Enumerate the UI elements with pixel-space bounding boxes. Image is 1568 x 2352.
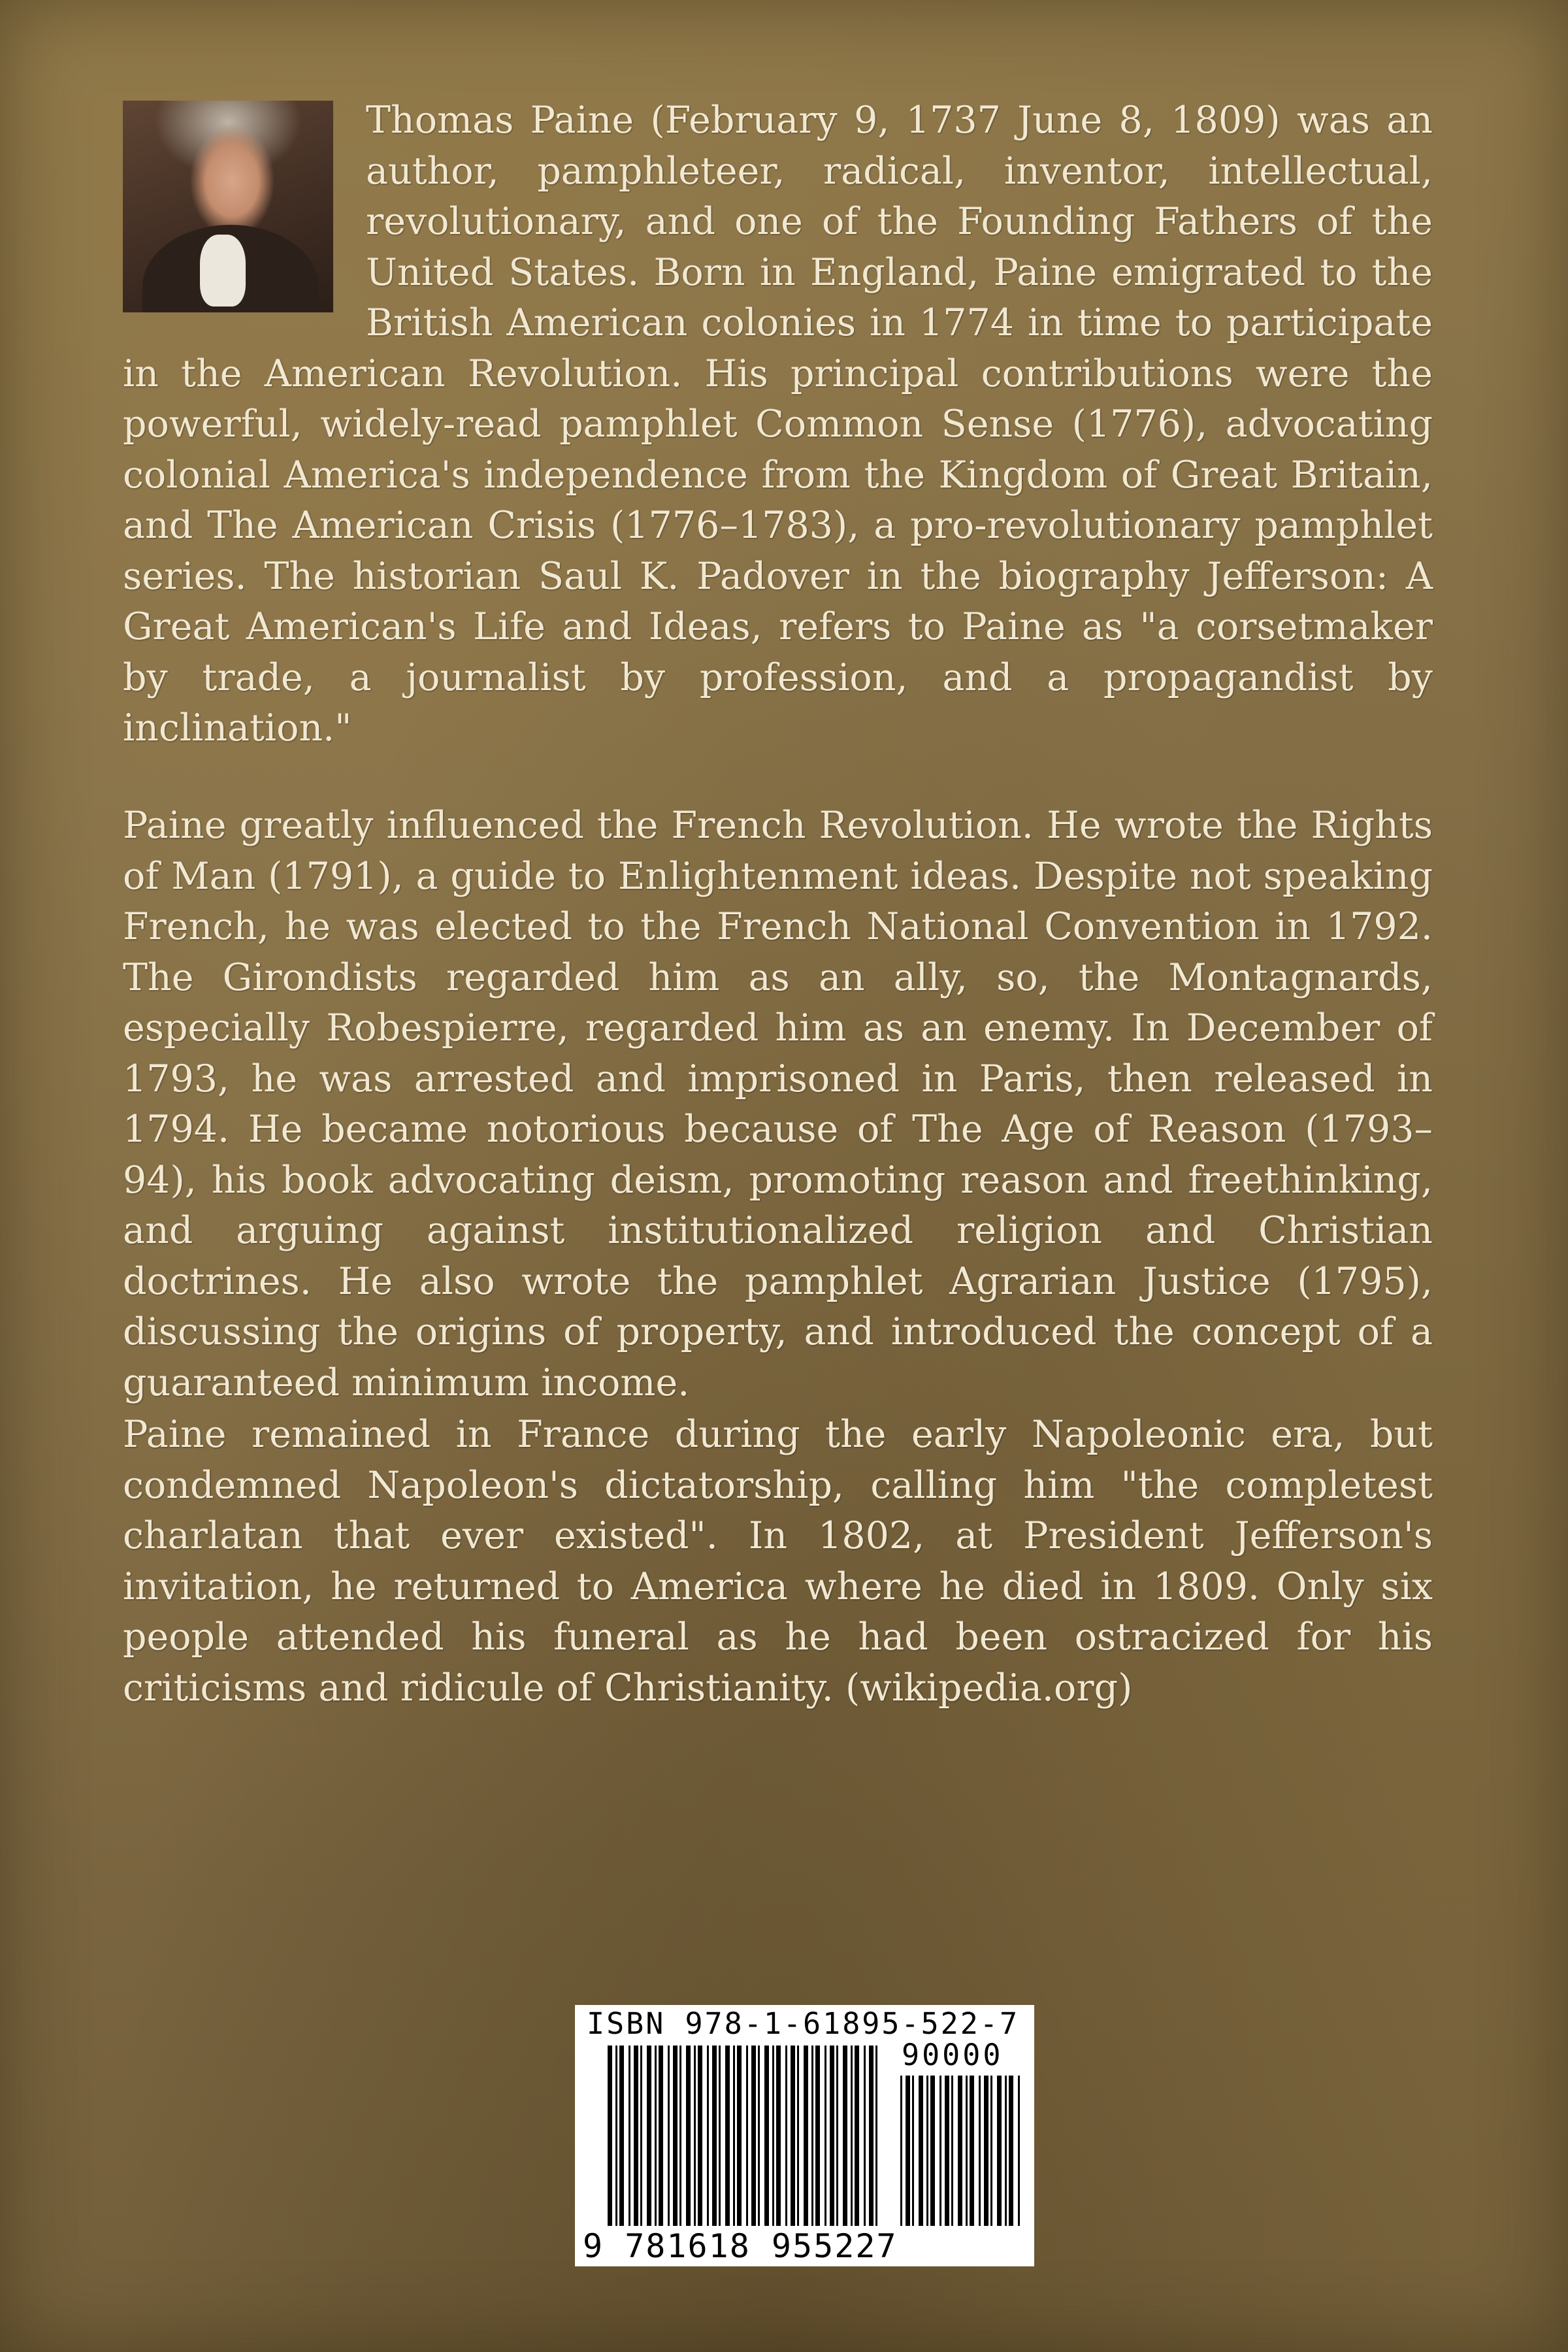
barcode-bar (772, 2046, 774, 2226)
barcode-bar (719, 2046, 721, 2226)
barcode-bar (855, 2046, 859, 2226)
barcode-bar (990, 2076, 992, 2226)
barcode-bar (608, 2046, 612, 2226)
barcode-bar (851, 2046, 853, 2226)
barcode-bar (686, 2046, 691, 2226)
barcode-bar (875, 2046, 877, 2226)
barcode-bar (930, 2076, 935, 2226)
barcode-bar (815, 2046, 820, 2226)
barcode-bar (919, 2076, 923, 2226)
barcode-bar (1005, 2076, 1007, 2226)
barcode-bar (864, 2046, 866, 2226)
barcode-number: 9 781618 955227 (583, 2227, 898, 2265)
barcode-bar (737, 2046, 742, 2226)
bio-paragraph-3-text: Paine remained in France during the early Napoleonic era, but condemned Napoleon's dictatorship, calling him "the completest charlatan that ever existed". In 1802, at President Jefferson's invitation, he returned to America where he died in 1809. Only six people attended his funeral as he had been ostracized for his criticisms and ridicule of Christianity. (wikipedia.org) (123, 1413, 1433, 1710)
barcode-bar (698, 2046, 702, 2226)
barcode-bar (640, 2046, 642, 2226)
barcode-bar (830, 2046, 834, 2226)
barcode-bar (926, 2076, 928, 2226)
barcode-bar (615, 2046, 617, 2226)
barcode-bar (707, 2046, 709, 2226)
barcode-bar (912, 2076, 914, 2226)
barcode-bar (629, 2046, 630, 2226)
barcode-bar (791, 2046, 795, 2226)
barcode-bar (655, 2046, 657, 2226)
barcode-bar (1018, 2076, 1020, 2226)
barcode-bar (984, 2076, 988, 2226)
barcode-bar (979, 2076, 981, 2226)
portrait-cravat (200, 235, 246, 306)
barcode-bar (659, 2046, 663, 2226)
barcode-bar (776, 2046, 781, 2226)
barcode-bar (797, 2046, 799, 2226)
barcode-bar (825, 2046, 826, 2226)
barcode-bar (906, 2076, 910, 2226)
barcode-bar (764, 2046, 769, 2226)
barcode-bar (1009, 2076, 1013, 2226)
barcode-bar (945, 2076, 949, 2226)
barcode-bar (668, 2046, 670, 2226)
barcode-bar (679, 2046, 681, 2226)
bio-paragraph-2-text: Paine greatly influenced the French Revolution. He wrote the Rights of Man (1791), a guide to Enlightenment ideas. Despite not speaking French, he was elected to the French National Convention in 1792. The Girondists regarded him as an ally, so, the Montagnards, especially Robespierre, regarded him as an enemy. In December of 1793, he was arrested and imprisoned in Paris, then released in 1794. He became notorious because of The Age of Reason (1793–94), his book advocating deism, promoting reason and freethinking, and arguing against institutionalized religion and Christian doctrines. He also wrote the pamphlet Agrarian Justice (1795), discussing the origins of property, and introduced the concept of a guaranteed minimum income. (123, 804, 1433, 1404)
barcode-bar (958, 2076, 962, 2226)
price-addon: 90000 (902, 2038, 1004, 2072)
barcode-bar (997, 2076, 1002, 2226)
bio-paragraph-1-text: Thomas Paine (February 9, 1737 June 8, 1809) was an author, pamphleteer, radical, inventor, intellectual, revolutionary, and one of the Founding Fathers of the United States. Born in England, Paine emigrated to the British American colonies in 1774 in time to participate in the American Revolution. His principal contributions were the powerful, widely-read pamphlet Common Sense (1776), advocating colonial America's independence from the Kingdom of Great Britain, and The American Crisis (1776–1783), a pro-revolutionary pamphlet series. The historian Saul K. Padover in the biography Jefferson: A Great American's Life and Ideas, refers to Paine as "a corsetmaker by trade, a journalist by profession, and a propagandist by inclination." (123, 99, 1433, 750)
barcode-bar (843, 2046, 847, 2226)
barcode-bar (647, 2046, 651, 2226)
barcode-bar (619, 2046, 624, 2226)
author-portrait (123, 101, 333, 312)
barcode-bar (804, 2046, 808, 2226)
barcode-bar (694, 2046, 696, 2226)
barcode-bar (758, 2046, 760, 2226)
barcode-bar (836, 2046, 838, 2226)
bio-paragraph-3 (123, 1410, 1433, 1714)
barcode-bar (746, 2046, 748, 2226)
barcode-bar (785, 2046, 787, 2226)
barcode-bar (811, 2046, 813, 2226)
barcode-bar (673, 2046, 678, 2226)
barcode-bar (751, 2046, 756, 2226)
barcode-bar (869, 2046, 874, 2226)
barcode-bar (939, 2076, 941, 2226)
barcode-bar (900, 2076, 902, 2226)
barcode-bar (725, 2046, 730, 2226)
isbn-barcode (575, 2005, 1034, 2266)
bio-paragraph-2 (123, 801, 1433, 1408)
barcode-bar (712, 2046, 717, 2226)
isbn-label: ISBN 978-1-61895-522-7 (587, 2006, 1020, 2041)
barcode-bar (966, 2076, 968, 2226)
bio-paragraph-1 (123, 95, 1433, 754)
barcode-bar (733, 2046, 735, 2226)
barcode-bar (634, 2046, 638, 2226)
barcode-bar (951, 2076, 953, 2226)
barcode-bar (970, 2076, 974, 2226)
